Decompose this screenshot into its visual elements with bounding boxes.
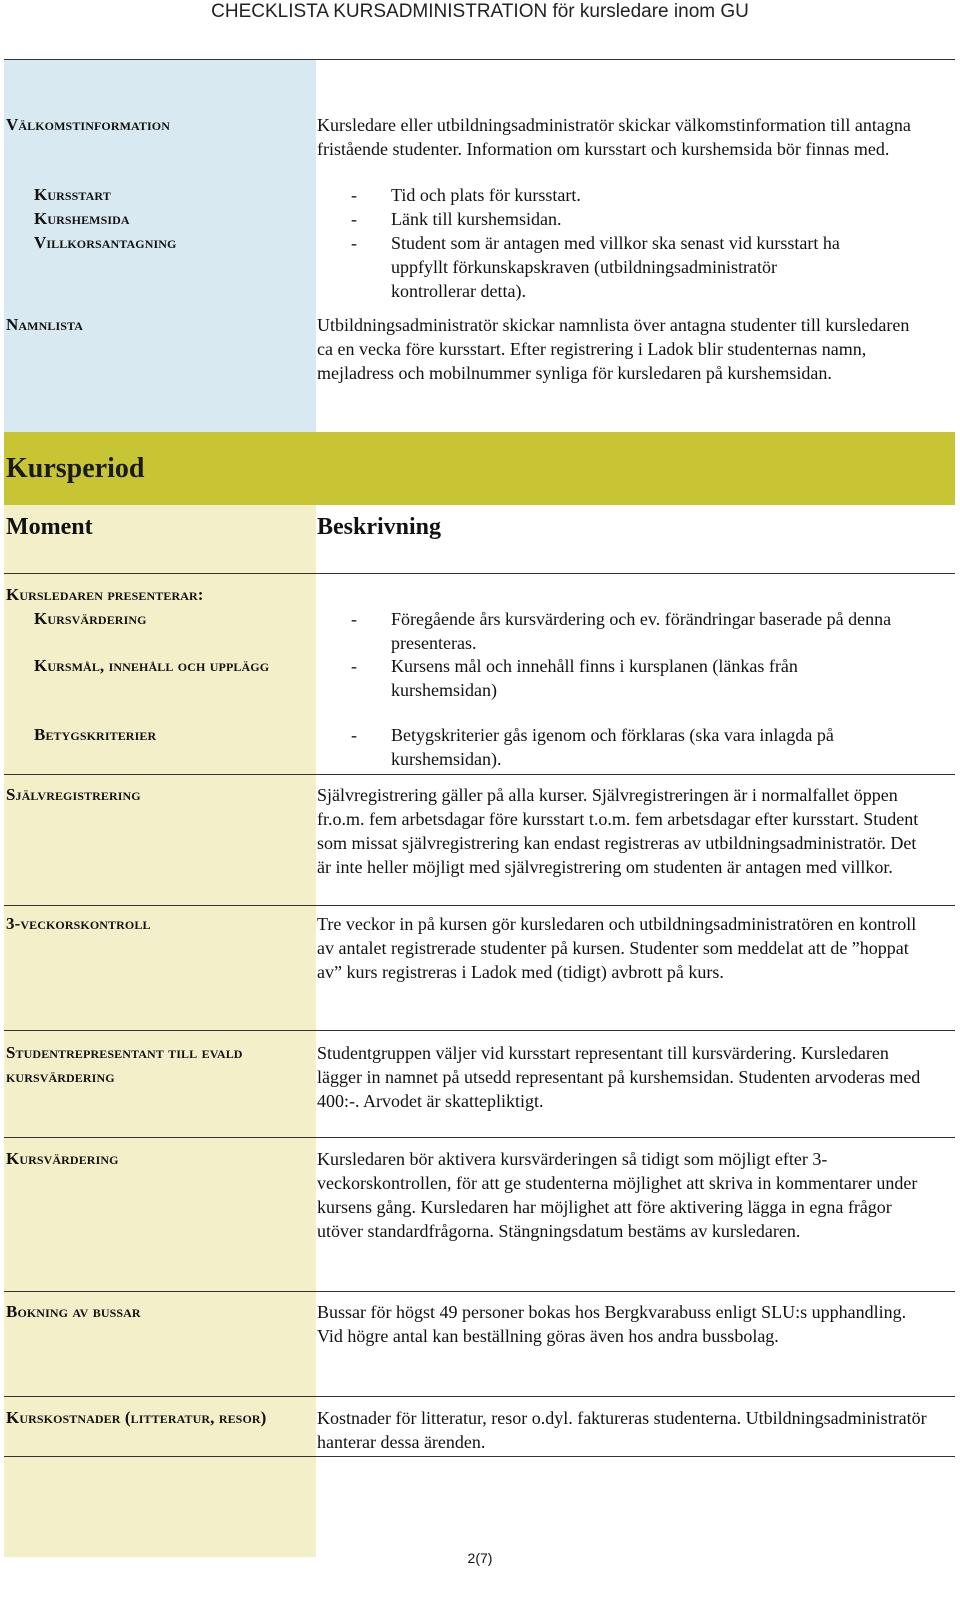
- row-label: Bokning av bussar: [6, 1302, 141, 1321]
- kursperiod-banner: [4, 432, 955, 505]
- row-text: Bussar för högst 49 personer bokas hos Bergkvarabuss enligt SLU:s upphandling. Vid högre antal kan beställning göras även hos andra bussbolag.: [317, 1302, 907, 1346]
- divider: [4, 1030, 955, 1031]
- row-label: Självregistrering: [6, 785, 141, 804]
- document-header: CHECKLISTA KURSADMINISTRATION för kursledare inom GU: [211, 1, 749, 22]
- bullet-text: Länk till kurshemsidan.: [391, 209, 562, 229]
- bullet-text: Student som är antagen med villkor ska senast vid kursstart ha uppfyllt förkunskapskraven (utbildningsadministratör kontrollerar detta).: [391, 233, 840, 301]
- row-text: Kostnader för litteratur, resor o.dyl. faktureras studenterna. Utbildningsadministratör hanterar dessa ärenden.: [317, 1408, 927, 1452]
- villkorsantagning-label: Villkorsantagning: [34, 233, 177, 252]
- row-text: Tre veckor in på kursen gör kursledaren och utbildningsadministratören en kontroll av antalet registrerade studenter på kursen. Studenter som meddelat att de ”hoppat av” kurs registreras i Ladok med (tidigt) avbrott på kurs.: [317, 914, 917, 982]
- divider: [4, 774, 955, 775]
- column-header-moment: Moment: [6, 514, 93, 540]
- kursmal-sub-label: Kursmål, innehåll och upplägg: [34, 656, 270, 675]
- bullet-text: Tid och plats för kursstart.: [391, 185, 581, 205]
- bullet-dash: -: [351, 233, 357, 253]
- kursstart-label: Kursstart: [34, 185, 111, 204]
- divider: [4, 1291, 955, 1292]
- betygskriterier-sub-label: Betygskriterier: [34, 725, 157, 744]
- bullet-dash: -: [351, 185, 357, 205]
- row-text: Självregistrering gäller på alla kurser. Självregistreringen är i normalfallet öppen fr.o.m. fem arbetsdagar före kursstart t.o.m. fem arbetsdagar efter kursstart. Student som missat självregistrering kan endast registreras av utbildningsadministratör. Det är inte heller möjligt med självregistrering om studenten är antagen med villkor.: [317, 785, 919, 877]
- namnlista-label: Namnlista: [6, 315, 83, 334]
- bullet-dash: -: [351, 725, 357, 745]
- welcome-label: Välkomstinformation: [6, 115, 170, 134]
- row-label: 3-veckorskontroll: [6, 914, 151, 933]
- row-label: Kursvärdering: [6, 1149, 119, 1168]
- page-number: 2(7): [467, 1550, 493, 1566]
- bullet-text: Betygskriterier gås igenom och förklaras (ska vara inlagda på kurshemsidan).: [391, 725, 834, 769]
- row-text: Kursledaren bör aktivera kursvärderingen så tidigt som möjligt efter 3-veckorskontrollen, för att ge studenterna möjlighet att skriva in kommentarer under kursens gång. Kursledaren har möjlighet att före aktivering lägga in egna frågor utöver standardfrågorna. Stängningsdatum bestäms av kursledaren.: [317, 1149, 918, 1241]
- bullet-text: Föregående års kursvärdering och ev. förändringar baserade på denna presenteras.: [391, 609, 892, 653]
- row-text: Studentgruppen väljer vid kursstart representant till kursvärdering. Kursledaren lägger in namnet på utsedd representant på kurshemsidan. Studenten arvoderas med 400:-. Arvodet är skattepliktigt.: [317, 1043, 921, 1111]
- divider: [4, 905, 955, 906]
- welcome-text: Kursledare eller utbildningsadministratör skickar välkomstinformation till antagna fristående studenter. Information om kursstart och kurshemsida bör finnas med.: [317, 115, 911, 159]
- bullet-dash: -: [351, 209, 357, 229]
- row-label: Studentrepresentant till evald kursvärdering: [6, 1043, 243, 1086]
- namnlista-text: Utbildningsadministratör skickar namnlista över antagna studenter till kursledaren ca en vecka före kursstart. Efter registrering i Ladok blir studenternas namn, mejladress och mobilnummer synliga för kursledaren på kurshemsidan.: [317, 315, 910, 383]
- bullet-dash: -: [351, 609, 357, 629]
- presenterar-label: Kursledaren presenterar:: [6, 585, 204, 604]
- kurshemsida-label: Kurshemsida: [34, 209, 130, 228]
- divider: [4, 1137, 955, 1138]
- divider: [4, 1396, 955, 1397]
- bullet-text: Kursens mål och innehåll finns i kursplanen (länkas från kurshemsidan): [391, 656, 798, 700]
- bullet-dash: -: [351, 656, 357, 676]
- row-label: Kurskostnader (litteratur, resor): [6, 1408, 267, 1427]
- kursperiod-title: Kursperiod: [6, 453, 145, 484]
- divider: [4, 573, 955, 574]
- intro-bullet-list: [317, 183, 927, 303]
- kursvardering-sub-label: Kursvärdering: [34, 609, 147, 628]
- divider: [4, 1456, 955, 1457]
- column-header-beskrivning: Beskrivning: [317, 514, 442, 540]
